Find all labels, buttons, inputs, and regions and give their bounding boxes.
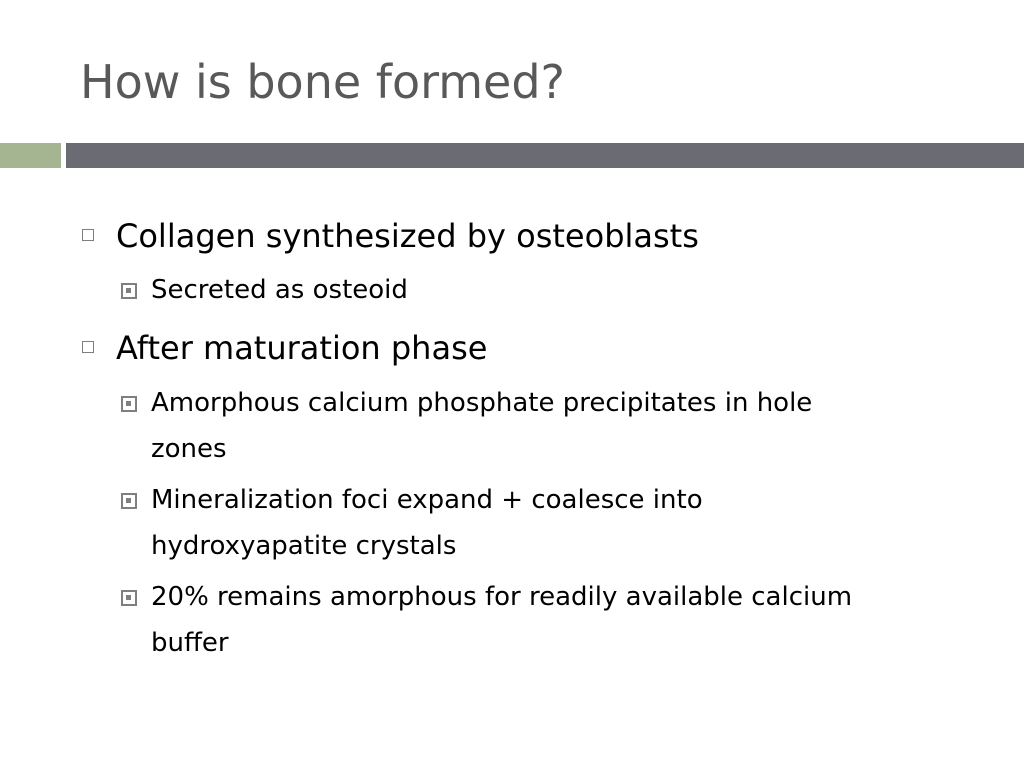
- bullet-text-line-2: hydroxyapatite crystals: [151, 531, 457, 561]
- boxed-square-bullet-icon: [121, 590, 137, 606]
- bullet-text: Collagen synthesized by osteoblasts: [116, 217, 699, 255]
- bullet-text: After maturation phase: [116, 329, 488, 367]
- hollow-square-bullet-icon: [82, 229, 94, 241]
- hollow-square-bullet-icon: [82, 341, 94, 353]
- boxed-square-bullet-icon: [121, 283, 137, 299]
- bullet-text: Secreted as osteoid: [151, 275, 408, 305]
- boxed-square-bullet-icon: [121, 493, 137, 509]
- bullet-text-line-2: buffer: [151, 628, 229, 658]
- slide-title: How is bone formed?: [80, 55, 565, 109]
- bullet-text-line-1: Amorphous calcium phosphate precipitates in hole: [151, 388, 813, 418]
- bullet-text-line-1: Mineralization foci expand + coalesce into: [151, 485, 703, 515]
- boxed-square-bullet-icon: [121, 396, 137, 412]
- bullet-text-line-2: zones: [151, 434, 227, 464]
- bullet-text-line-1: 20% remains amorphous for readily available calcium: [151, 582, 853, 612]
- title-divider-bar: [66, 143, 1024, 168]
- title-accent-bar: [0, 143, 61, 168]
